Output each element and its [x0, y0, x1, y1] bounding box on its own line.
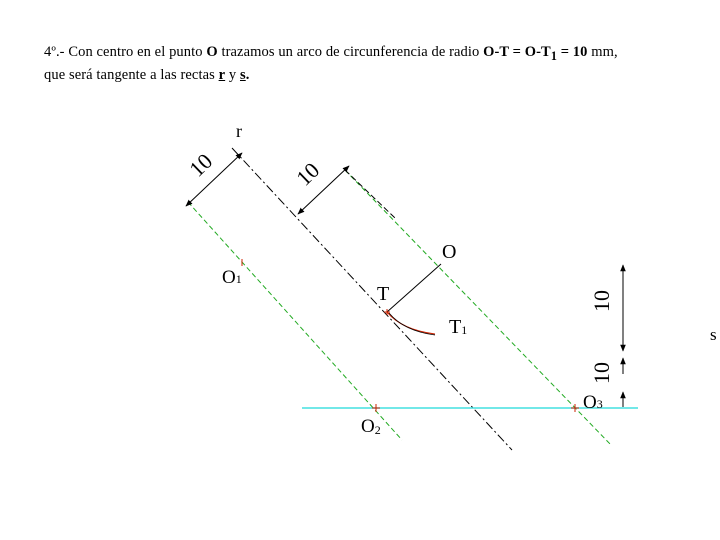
instruction-prefix: 4º.- Con centro en el punto — [44, 44, 203, 60]
label-t: T — [377, 283, 390, 305]
instruction-radius-expr: O-T = O-T — [483, 44, 551, 60]
dim-right-lower-text: 10 — [589, 362, 614, 384]
instruction-conj: y — [228, 66, 237, 83]
label-s: s — [710, 325, 717, 344]
label-o1: O1 — [222, 267, 242, 288]
parallel-left — [188, 202, 402, 440]
point-o3-marker — [571, 404, 579, 412]
label-o2: O2 — [361, 416, 381, 437]
label-o: O — [442, 241, 457, 263]
instruction-point-o: O — [206, 44, 218, 60]
label-r: r — [236, 121, 242, 141]
instruction-unit: mm, — [591, 44, 618, 60]
dim-left-text: 10 — [184, 148, 218, 182]
dim-right-upper-text: 10 — [589, 290, 614, 312]
instruction-sub-1: 1 — [550, 48, 557, 63]
instruction-line-r: r — [218, 66, 226, 83]
extension-right — [345, 170, 395, 218]
instruction-eq-value: = 10 — [560, 44, 588, 60]
instruction-end: . — [245, 66, 250, 83]
segment-o-t — [387, 264, 441, 312]
label-o3: O3 — [583, 392, 603, 413]
parallel-right — [345, 170, 612, 446]
instruction-line2-prefix: que será tangente a las rectas — [44, 66, 215, 83]
instruction-middle: trazamos un arco de circunferencia de radio — [221, 44, 480, 60]
label-t1: T1 — [449, 316, 468, 338]
point-o2-marker — [372, 404, 380, 412]
instruction-line-s: s — [239, 66, 246, 83]
dim-mid-text: 10 — [291, 157, 325, 191]
